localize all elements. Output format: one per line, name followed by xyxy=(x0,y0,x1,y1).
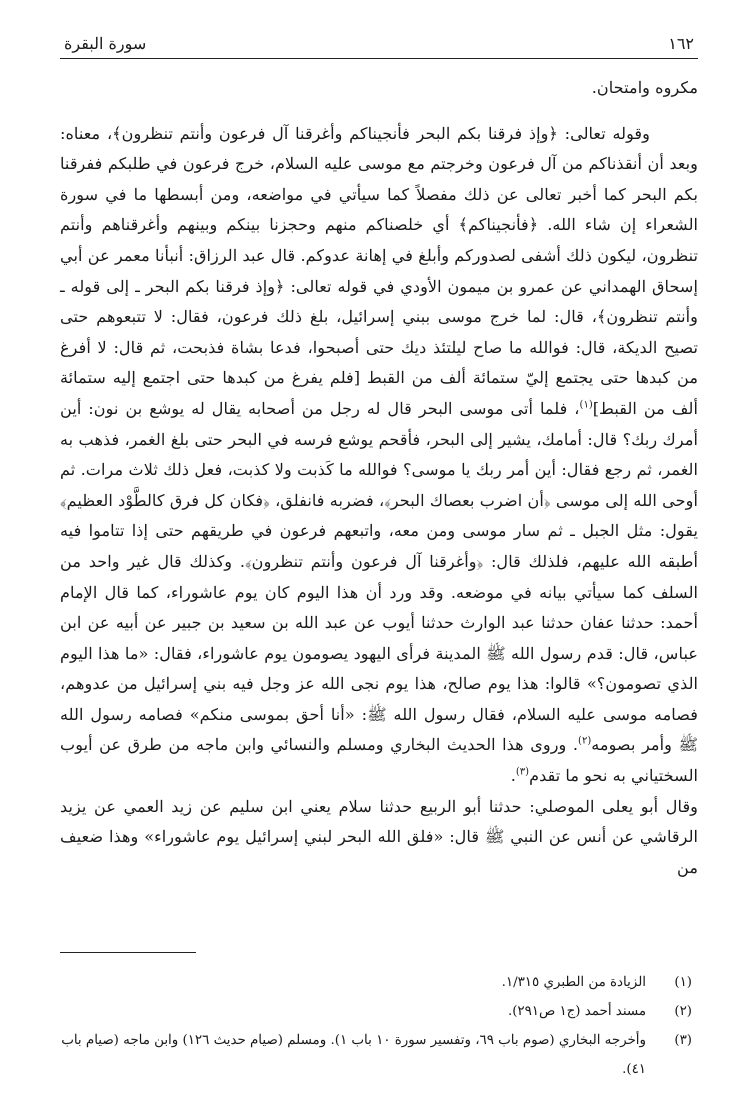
text-run: . xyxy=(510,766,516,786)
surah-title: سورة البقرة xyxy=(64,34,147,53)
footnote-ref-3[interactable]: (٣) xyxy=(515,766,530,778)
paragraph-continuation: مكروه وامتحان. xyxy=(591,78,698,97)
text-run: وقوله تعالى: ﴿وإذ فرقنا بكم البحر فأنجيناكم وأغرقنا آل فرعون وأنتم تنظرون﴾، معناه: وبعد أن أنقذناكم من آل فرعون وخرجتم مع موسى عليه السلام، خرج فرعون في طلبكم ففرقنا بكم البحر كما أخبر تعالى عن ذلك مفصلاً كما سيأتي في مواضعه، ومن أبسطها ما في سورة الشعراء إن شاء الله. ﴿فأنجيناكم﴾ أي خلصناكم منهم وحجزنا بينكم وبينهم وأغرقناهم وأنتم تنظرون، ليكون ذلك أشفى لصدوركم وأبلغ في إهانة عدوكم. قال عبد الرزاق: أنبأنا معمر عن أبي إسحاق الهمداني عن عمرو بن ميمون الأودي في قوله تعالى: ﴿وإذ فرقنا بكم البحر ـ إلى قوله ـ وأنتم تنظرون﴾، قال: لما خرج موسى ببني إسرائيل، بلغ ذلك فرعون، فقال: لا تتبعوهم حتى تصيح الديكة، قال: فوالله ما صاح ليلتئذ ديك حتى أصبحوا، فدعا بشاة فذبحت، ثم قال: لا أفرغ من كبدها حتى يجتمع إليّ ستمائة ألف من القبط [فلم يفرغ من كبدها حتى اجتمع إليه ستمائة ألف من القبط] xyxy=(60,123,698,418)
footnote-item xyxy=(60,968,698,997)
paragraph-tafsir xyxy=(60,119,698,792)
footnote-ref-2[interactable]: (٢) xyxy=(578,736,592,748)
paragraph-abu-yala: وقال أبو يعلى الموصلي: حدثنا أبو الربيع حدثنا سلام يعني ابن سليم عن زيد العمي عن يزيد الرقاشي عن أنس عن النبي ﷺ قال: «فلق الله البحر لبني إسرائيل يوم عاشوراء» وهذا ضعيف من xyxy=(60,796,698,877)
footnote-item xyxy=(60,1026,698,1084)
footnote-text: مسند أحمد (ج١ ص٢٩١). xyxy=(507,1004,646,1019)
footnote-number: (٣) xyxy=(674,1033,692,1048)
footnote-item xyxy=(60,997,698,1026)
text-run: . وروى هذا الحديث البخاري ومسلم والنسائي وابن ماجه من طرق عن أيوب السختياني به نحو ما تقدم xyxy=(60,735,698,786)
footnote-text: وأخرجه البخاري (صوم باب ٦٩، وتفسير سورة ١٠ باب ١). ومسلم (صيام حديث ١٢٦) وابن ماجه (صيام باب ٤١). xyxy=(61,1033,646,1077)
footnote-number: (٢) xyxy=(674,1004,692,1019)
footnote-text: الزيادة من الطبري ١/٣١٥. xyxy=(501,975,646,990)
running-header xyxy=(60,34,698,59)
text-run: ، فلما أتى موسى البحر قال له رجل من أصحابه يقال له يوشع بن نون: أين أمرك ربك؟ قال: أمامك، يشير إلى البحر، فأقحم يوشع فرسه في البحر حتى بلغ الغمر، فذهب به الغمر، ثم رجع فقال: أين أمر ربك يا موسى؟ فوالله ما كَذبت ولا كذبت، فعل ذلك ثلاث مرات. ثم أوحى الله إلى موسى ﴿أن اضرب بعصاك البحر﴾، فضربه فانفلق، ﴿فكان كل فرق كالطَّوْد العظيم﴾ يقول: مثل الجبل ـ ثم سار موسى ومن معه، واتبعهم فرعون في طريقهم حتى إذا تتاموا فيه أطبقه الله عليهم، فلذلك قال: ﴿وأغرقنا آل فرعون وأنتم تنظرون﴾. وكذلك قال غير واحد من السلف كما سيأتي بيانه في موضعه. وقد ورد أن هذا اليوم كان يوم عاشوراء، كما قال الإمام أحمد: حدثنا عفان حدثنا عبد الوارث حدثنا أيوب عن عبد الله بن سعيد بن جبير عن أبيه عن ابن عباس، قال: قدم رسول الله ﷺ المدينة فرأى اليهود يصومون يوم عاشوراء، فقال: «ما هذا اليوم الذي تصومون؟» قالوا: هذا يوم صالح، هذا يوم نجى الله عز وجل فيه بني إسرائيل من عدوهم، فصامه موسى عليه السلام، فقال رسول الله ﷺ: «أنا أحق بموسى منكم» فصامه رسول الله ﷺ وأمر بصومه xyxy=(60,398,698,755)
footnote-number: (١) xyxy=(674,975,692,990)
footnote-ref-1[interactable]: (١) xyxy=(579,399,593,411)
main-text xyxy=(60,73,698,883)
book-page xyxy=(60,34,698,1077)
page-number: ١٦٢ xyxy=(668,34,694,53)
footnote-divider xyxy=(60,952,196,953)
footnotes xyxy=(60,968,698,1084)
